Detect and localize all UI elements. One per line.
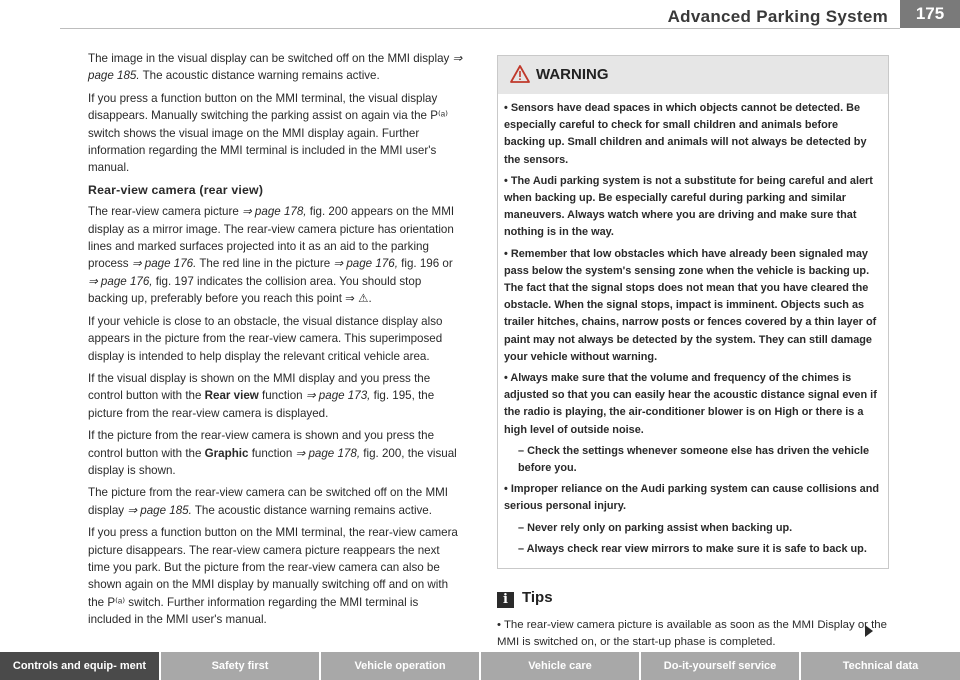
tab-vehicle-care[interactable]: Vehicle care	[481, 652, 641, 680]
page-reference[interactable]: ⇒ page 178,	[242, 205, 307, 219]
warning-bullet: • Improper reliance on the Audi parking system can cause collisions and serious personal injury.	[504, 483, 880, 513]
paragraph: The rear-view camera picture ⇒ page 178, fig. 200 appears on the MMI display as a mirror image. The rear-view camera picture has orientation lines and marked surfaces projected into it as an aid to the parking process ⇒ page 176. The red line in the picture ⇒ page 176, fig. 196 or ⇒ page 176, fig. 197 indicates the collision area. You should stop backing up, preferably before you reach this point ⇒ ⚠.	[88, 205, 455, 306]
paragraph: The image in the visual display can be switched off on the MMI display ⇒ page 185. The acoustic distance warning remains active.	[88, 52, 463, 83]
page-number: 175	[900, 0, 960, 28]
warning-bullet: • Remember that low obstacles which have already been signaled may pass below the system's sensing zone when the vehicle is backing up. The fact that the signal stops does not mean that you have cleared the obstacle. When the signal stops, impact is imminent. Objects such as trailer hitches, chains, narrow posts or fences covered by a thin layer of paint may not always be detected by the system. They can still damage your vehicle without warning.	[504, 247, 877, 363]
paragraph: If you press a function button on the MMI terminal, the rear-view camera picture disappears. The rear-view camera picture reappears the next time you park. But the picture from the rear-view camera can also be shown again on the MMI display by manually switching off and on with the P⁽ᵃ⁾ switch. Further information regarding the MMI terminal is included in the MMI user's manual.	[88, 526, 458, 627]
tab-controls-and-equipment[interactable]: Controls and equip- ment	[0, 652, 161, 680]
page-reference[interactable]: ⇒ page 176,	[333, 257, 398, 271]
page-reference[interactable]: ⇒ page 173,	[305, 389, 371, 403]
right-column	[497, 55, 889, 651]
page-reference[interactable]: ⇒ page 176.	[131, 257, 197, 271]
page-header	[0, 0, 960, 30]
paragraph: If the picture from the rear-view camera is shown and you press the control button with the Graphic function ⇒ page 178, fig. 200, the visual display is shown.	[88, 429, 457, 477]
warning-header	[498, 56, 888, 94]
continue-arrow-icon	[865, 625, 873, 637]
warning-triangle-icon	[510, 60, 530, 98]
left-column	[88, 50, 464, 634]
warning-subitem: – Always check rear view mirrors to make sure it is safe to back up.	[518, 542, 867, 555]
warning-bullet: • The Audi parking system is not a substitute for being careful and alert when backing up. Be especially careful during parking and similar maneuvers. Always watch where you are driving and make sure that nothing is in the way.	[504, 174, 873, 239]
warning-bullet: • Sensors have dead spaces in which objects cannot be detected. Be especially careful to check for small children and animals before backing up. Small children and animals will not always be detected by the sensors.	[504, 102, 867, 166]
paragraph: If you press a function button on the MMI terminal, the visual display disappears. Manually switching the parking assist on again via the P⁽ᵃ⁾ switch shows the visual image on the MMI display again. Further information regarding the MMI terminal is included in the MMI user's manual.	[88, 91, 448, 175]
section-heading: Rear-view camera (rear view)	[88, 182, 264, 197]
tab-technical-data[interactable]: Technical data	[801, 652, 960, 680]
tips-header	[497, 587, 889, 609]
warning-subitem: – Check the settings whenever someone else has driven the vehicle before you.	[518, 444, 870, 475]
warning-title: WARNING	[536, 66, 609, 83]
tab-do-it-yourself-service[interactable]: Do-it-yourself service	[641, 652, 801, 680]
paragraph: The picture from the rear-view camera can be switched off on the MMI display ⇒ page 185. The acoustic distance warning remains active.	[88, 486, 448, 517]
page-reference[interactable]: ⇒ page 176,	[88, 274, 153, 288]
tips-title: Tips	[522, 589, 553, 607]
paragraph: If the visual display is shown on the MMI display and you press the control button with the Rear view function ⇒ page 173, fig. 195, the picture from the rear-view camera is displayed.	[88, 371, 435, 420]
header-rule	[60, 28, 900, 29]
section-title: Advanced Parking System	[667, 7, 888, 26]
page-reference[interactable]: ⇒ page 185.	[88, 52, 463, 83]
tab-safety-first[interactable]: Safety first	[161, 652, 321, 680]
tab-vehicle-operation[interactable]: Vehicle operation	[321, 652, 481, 680]
warning-box	[497, 55, 889, 569]
page-reference[interactable]: ⇒ page 185.	[127, 503, 192, 517]
chapter-nav	[0, 652, 960, 680]
info-icon: i	[497, 592, 514, 608]
tips-text: • The rear-view camera picture is available as soon as the MMI Display or the MMI is switched on, or the start-up phase is completed.	[497, 619, 887, 649]
page-reference[interactable]: ⇒ page 178,	[295, 446, 361, 460]
warning-subitem: – Never rely only on parking assist when backing up.	[518, 521, 793, 534]
warning-bullet: • Always make sure that the volume and frequency of the chimes is adjusted so that you can easily hear the acoustic distance signal even if the radio is playing, the air-conditioner blower is on High or there is a high level of outside noise.	[504, 372, 877, 436]
warning-body	[498, 94, 888, 568]
paragraph: If your vehicle is close to an obstacle, the visual distance display also appears in the picture from the rear-view camera. This superimposed display is intended to help display the relevant critical vehicle area.	[88, 314, 443, 363]
